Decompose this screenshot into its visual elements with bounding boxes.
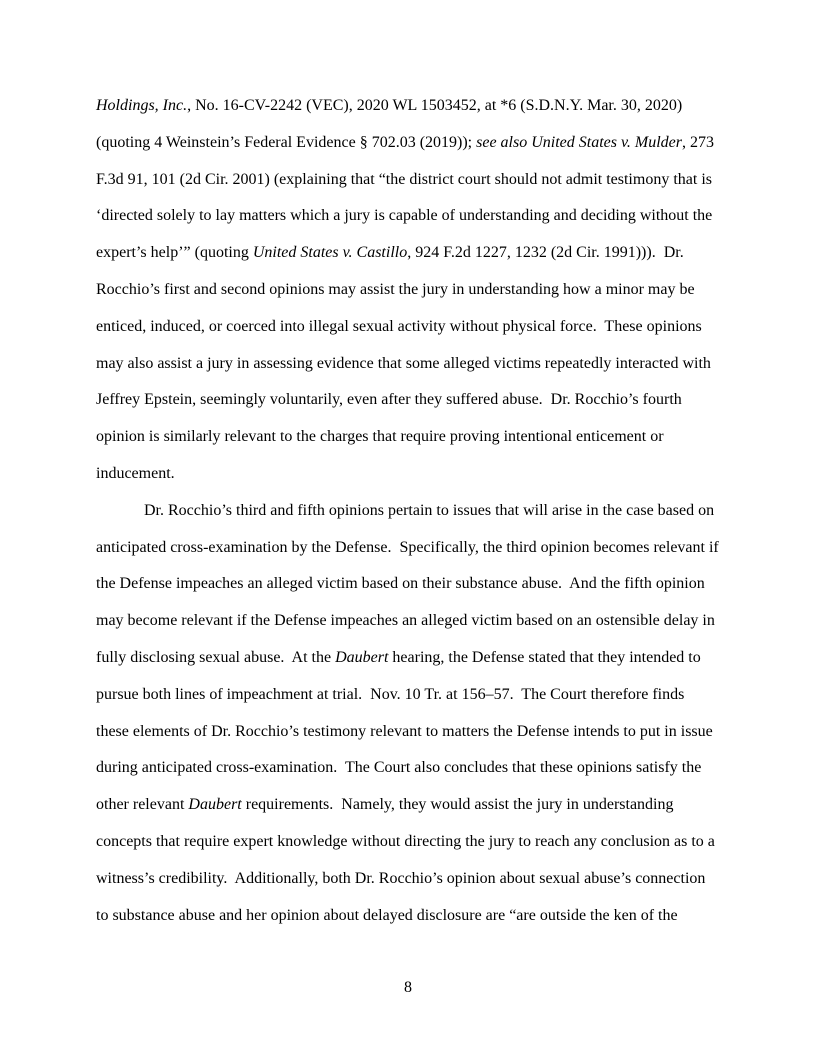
document-line: [96, 824, 720, 861]
document-line: [96, 309, 720, 346]
text-run: , 273: [682, 133, 715, 151]
text-run: other relevant: [96, 796, 189, 814]
text-run: pursue both lines of impeachment at trial. Nov. 10 Tr. at 156–57. The Court therefore finds: [96, 685, 685, 703]
italic-text-run: see also United States v. Mulder: [476, 133, 683, 151]
text-run: anticipated cross-examination by the Defense. Specifically, the third opinion becomes relevant if: [96, 538, 719, 556]
text-run: may also assist a jury in assessing evidence that some alleged victims repeatedly interacted with: [96, 354, 711, 372]
text-run: requirements. Namely, they would assist the jury in understanding: [241, 796, 674, 814]
text-run: during anticipated cross-examination. The Court also concludes that these opinions satisfy the: [96, 759, 702, 777]
document-line: [96, 898, 720, 935]
document-line: [96, 88, 720, 125]
italic-text-run: Holdings, Inc.: [96, 97, 188, 114]
text-run: ‘directed solely to lay matters which a jury is capable of understanding and deciding without the: [96, 207, 713, 225]
document-line: [96, 787, 720, 824]
text-run: enticed, induced, or coerced into illegal sexual activity without physical force. These opinions: [96, 317, 702, 335]
page-number: 8: [404, 979, 412, 996]
text-run: , 924 F.2d 1227, 1232 (2d Cir. 1991))). Dr.: [407, 244, 684, 262]
text-run: Jeffrey Epstein, seemingly voluntarily, even after they suffered abuse. Dr. Rocchio’s fourth: [96, 391, 682, 409]
text-run: Rocchio’s first and second opinions may assist the jury in understanding how a minor may be: [96, 280, 695, 298]
text-run: witness’s credibility. Additionally, both Dr. Rocchio’s opinion about sexual abuse’s connection: [96, 869, 706, 887]
text-run: to substance abuse and her opinion about delayed disclosure are “are outside the ken of the: [96, 906, 678, 924]
document-line: [96, 235, 720, 272]
text-run: Dr. Rocchio’s third and fifth opinions pertain to issues that will arise in the case based on: [144, 501, 715, 519]
document-line: [96, 456, 720, 493]
document-line: [96, 162, 720, 199]
document-line: [96, 714, 720, 751]
document-line: [96, 566, 720, 603]
document-line: [96, 198, 720, 235]
document-line: [96, 346, 720, 383]
document-line: [96, 677, 720, 714]
text-run: , No. 16-CV-2242 (VEC), 2020 WL 1503452, at *6 (S.D.N.Y. Mar. 30, 2020): [187, 97, 683, 114]
document-line: [96, 382, 720, 419]
document-body: [96, 88, 720, 934]
document-line: [96, 750, 720, 787]
text-run: expert’s help’” (quoting: [96, 244, 253, 262]
document-line: [96, 640, 720, 677]
italic-text-run: Daubert: [335, 648, 389, 666]
text-run: (quoting 4 Weinstein’s Federal Evidence § 702.03 (2019));: [96, 133, 477, 151]
text-run: hearing, the Defense stated that they intended to: [388, 648, 701, 666]
document-line: [96, 603, 720, 640]
text-run: opinion is similarly relevant to the charges that require proving intentional enticement or: [96, 428, 664, 446]
text-run: concepts that require expert knowledge without directing the jury to reach any conclusion as to a: [96, 832, 715, 850]
italic-text-run: Daubert: [188, 796, 242, 814]
document-line: [96, 861, 720, 898]
text-run: fully disclosing sexual abuse. At the: [96, 648, 336, 666]
text-run: inducement.: [96, 464, 175, 482]
italic-text-run: United States v. Castillo: [252, 244, 408, 262]
text-run: these elements of Dr. Rocchio’s testimony relevant to matters the Defense intends to put in issue: [96, 722, 713, 740]
text-run: F.3d 91, 101 (2d Cir. 2001) (explaining that “the district court should not admit testimony that is: [96, 170, 712, 188]
document-line: [96, 272, 720, 309]
text-run: the Defense impeaches an alleged victim based on their substance abuse. And the fifth opinion: [96, 575, 705, 593]
document-line: [96, 530, 720, 567]
text-run: may become relevant if the Defense impeaches an alleged victim based on an ostensible delay in: [96, 612, 715, 630]
document-line: [96, 493, 720, 530]
document-line: [96, 125, 720, 162]
document-line: [96, 419, 720, 456]
